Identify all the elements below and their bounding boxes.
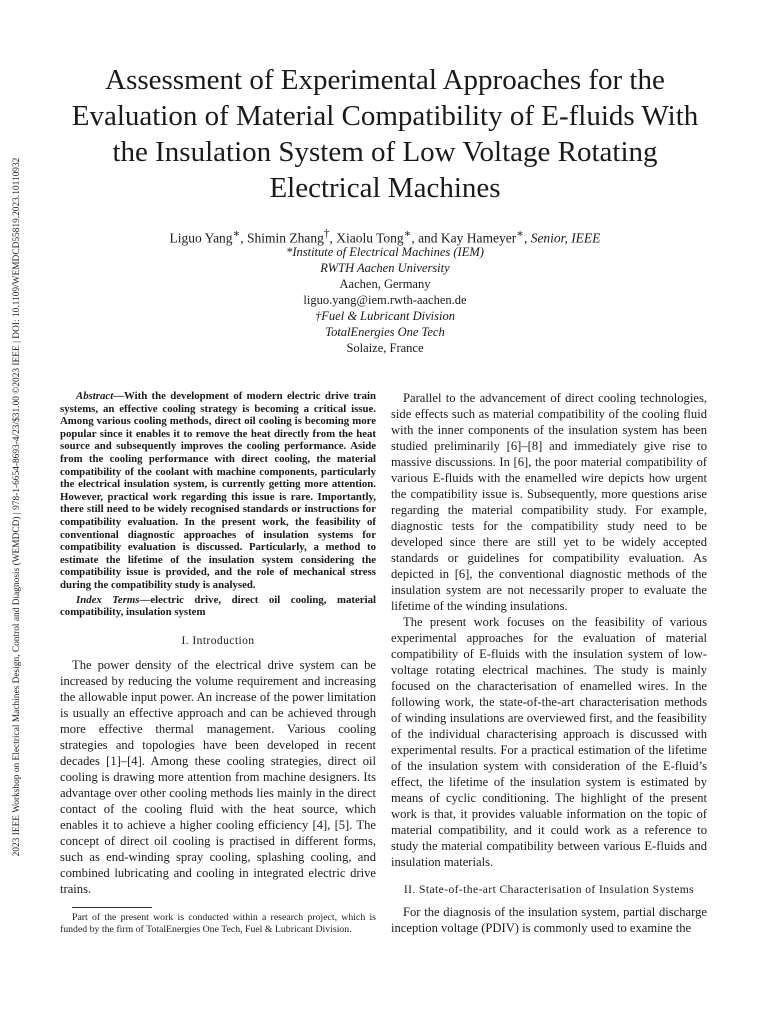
section-heading-introduction: I. Introduction — [181, 633, 255, 647]
footnote: Part of the present work is conducted within a research project, which is funded by the firm of TotalEnergies One Tech, Fuel & Lubricant Division. — [60, 911, 376, 935]
abstract-text: —With the development of modern electric drive train systems, an effective cooling strategy is becoming a critical issue. Among various cooling methods, direct oil cooling is becoming more popular since it enables it to remove the heat directly from the heat source and subsequently improves the cooling performance. Aside from the cooling performance with direct cooling, the material compatibility of the coolant with machine components, particularly the electrical insulation system, is currently getting more attention. However, practical work regarding this issue is rare. Importantly, there still need to be widely recognised standards or instructions for compatibility evaluation. In the present work, the feasibility of conventional diagnostic approaches of insulation systems for compatibility evaluation is discussed. Particularly, a method to estimate the lifetime of the insulation system considering the compatibility issue is provided, and the role of mechanical stress during the compatibility study is analysed. — [60, 390, 376, 591]
affiliation-6: Solaize, France — [346, 341, 424, 355]
right-column — [391, 390, 707, 936]
abstract-lead: Abstract — [76, 390, 114, 402]
section2-paragraph: For the diagnosis of the insulation system, partial discharge inception voltage (PDIV) is commonly used to examine the — [391, 905, 707, 935]
email[interactable]: liguo.yang@iem.rwth-aachen.de — [303, 293, 467, 307]
doi-sidebar-text: 2023 IEEE Workshop on Electrical Machines Design, Control and Diagnosis (WEMDCD) | 978-1-6654-8693-4/23/$31.00 ©2023 IEEE | DOI: 10.1109/WEMDCD55819.2023.10110932 — [12, 157, 22, 857]
paper-title: Assessment of Experimental Approaches for the Evaluation of Material Compatibility of E-fluids With the Insulation System of Low Voltage Rotating Electrical Machines — [71, 64, 699, 204]
section-heading-state-of-art: II. State-of-the-art Characterisation of Insulation Systems — [403, 883, 695, 896]
affiliation-4: †Fuel & Lubricant Division — [315, 309, 455, 323]
affiliation-3: Aachen, Germany — [339, 277, 431, 291]
left-column — [60, 390, 376, 936]
affiliation-2: RWTH Aachen University — [320, 261, 450, 275]
affiliation-1: *Institute of Electrical Machines (IEM) — [286, 245, 484, 259]
index-lead: Index Terms — [76, 593, 140, 606]
abstract — [60, 390, 376, 592]
index-terms — [60, 594, 376, 619]
author-list: Liguo Yang∗, Shimin Zhang†, Xiaolu Tong∗, and Kay Hameyer∗, Senior, IEEE — [169, 228, 601, 246]
affiliation-5: TotalEnergies One Tech — [325, 325, 445, 339]
index-text: —electric drive, direct oil cooling, material compatibility, insulation system — [60, 593, 376, 619]
right-paragraph-2: The present work focuses on the feasibility of various experimental approaches for the evaluation of material compatibility of E-fluids with the insulation system of low-voltage rotating electrical machines. The study is mainly focused on the characterisation of enamelled wires. In the following work, the state-of-the-art characterisation methods of winding insulations are overviewed first, and the feasibility of the individual characterising approach is discussed with experimental results. For a practical estimation of the lifetime of the insulation system with consideration of the E-fluid’s effect, the lifetime of the insulation system is estimated by means of cyclic conditioning. The highlight of the present work is that, it provides valuable information on the topic of material compatibility, and it could work as a reference to study the material compatibility between various E-fluids and insulation materials. — [391, 615, 707, 869]
right-paragraph-1: Parallel to the advancement of direct cooling technologies, side effects such as material compatibility of the cooling fluid with the inner components of the insulation system has been studied preliminarily [6]–[8] and immediately give rise to massive discussions. In [6], the poor material compatibility of various E-fluids with the enamelled wire depicts how urgent the compatibility issue is. Subsequently, more questions arise regarding the material compatibility study. For example, diagnostic tests for the compatibility study need to be developed since there are still yet to be widely accepted standards or guidelines for compatibility evaluation. As depicted in [6], the conventional diagnostic methods of the insulation system are not necessarily proper to evaluate the lifetime of the winding insulations. — [391, 391, 707, 613]
intro-paragraph: The power density of the electrical drive system can be increased by reducing the volume requirement and increasing the allowable input power. An increase of the power limitation is usually an effective approach and can be achieved through more effective thermal management. Various cooling strategies and topologies have been developed in recent decades [1]–[4]. Among these cooling strategies, direct oil cooling is drawing more attention from machine designers. Its advantage over other cooling methods lies mainly in the direct contact of the cooling fluid with the heat source, which enables it to achieve a higher cooling efficiency [4], [5]. The concept of direct oil cooling is practised in different forms, such as end-winding spray cooling, splashing cooling, and combined lubricating and cooling in integrated electric drive trains. — [60, 657, 376, 896]
footnote-rule — [72, 907, 152, 908]
doi-sidebar — [10, 122, 24, 892]
